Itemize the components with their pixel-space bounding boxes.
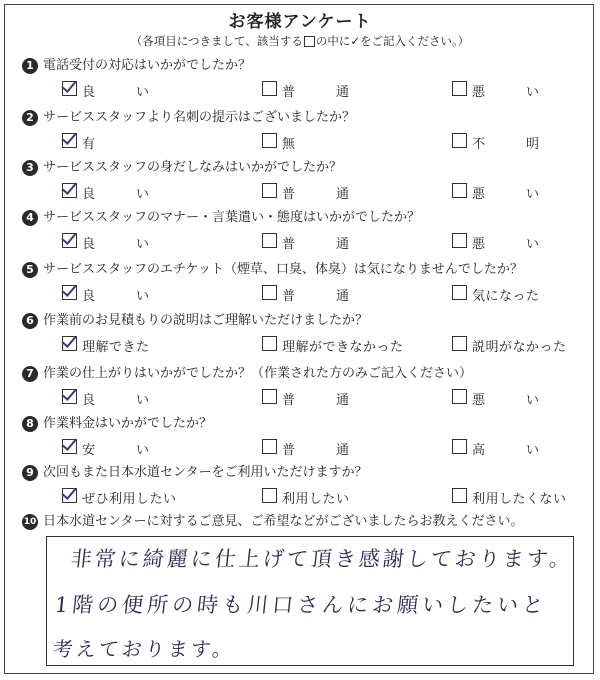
check-mark-icon: ✓ (350, 34, 360, 48)
option-label: 利用したい (282, 492, 350, 507)
option-label: 不 明 (472, 137, 540, 152)
option-label: 良 い (82, 393, 150, 408)
comment-textarea[interactable] (46, 536, 574, 666)
option-label: 気になった (472, 289, 540, 304)
option-label: 高 い (472, 443, 540, 458)
question-number-badge: 2 (22, 110, 38, 126)
option-label: 有 (82, 137, 96, 152)
instructions-before: （各項目につきまして、該当する (130, 34, 303, 48)
option-label: ぜひ利用したい (82, 492, 177, 507)
question-number-badge: 7 (22, 366, 38, 382)
checkbox[interactable] (452, 488, 467, 503)
instructions (0, 33, 600, 49)
question-number-badge: 5 (22, 262, 38, 278)
option-label: 普 通 (282, 237, 350, 252)
question-text: 作業前のお見積もりの説明はご理解いただけましたか？ (43, 313, 369, 328)
question-text: サービススタッフの身だしなみはいかがでしたか？ (43, 160, 343, 175)
checkbox[interactable] (452, 285, 467, 300)
question-number-badge: 4 (22, 210, 38, 226)
question-text: 作業料金はいかがでしたか？ (43, 416, 213, 431)
option-label: 良 い (82, 85, 150, 100)
question-3 (22, 160, 582, 212)
checked-checkbox[interactable] (62, 488, 77, 503)
checked-checkbox[interactable] (62, 233, 77, 248)
checkbox[interactable] (262, 488, 277, 503)
question-7 (22, 366, 582, 418)
option-label: 良 い (82, 187, 150, 202)
checkbox[interactable] (262, 133, 277, 148)
checkbox[interactable] (262, 233, 277, 248)
checkbox[interactable] (262, 183, 277, 198)
question-text: サービススタッフのエチケット（煙草、口臭、体臭）は気になりませんでしたか？ (43, 262, 523, 277)
checkbox[interactable] (452, 336, 467, 351)
checkbox[interactable] (452, 389, 467, 404)
checked-checkbox[interactable] (62, 285, 77, 300)
question-number-badge: 1 (22, 58, 38, 74)
question-text: 日本水道センターに対するご意見、ご希望などがございましたらお教えください。 (43, 514, 524, 529)
checkbox[interactable] (262, 439, 277, 454)
question-number-badge: 8 (22, 416, 38, 432)
checkbox[interactable] (452, 183, 467, 198)
option-label: 普 通 (282, 393, 350, 408)
checkbox[interactable] (262, 81, 277, 96)
question-text: サービススタッフより名刺の提示はございましたか？ (43, 110, 356, 125)
question-text: 作業の仕上がりはいかがでしたか？（作業された方のみご記入ください） (43, 366, 473, 381)
checkbox[interactable] (262, 336, 277, 351)
question-number-badge: 6 (22, 313, 38, 329)
option-label: 安 い (82, 443, 150, 458)
comment-line-3: 考えております。 (51, 637, 237, 661)
question-number-badge: 3 (22, 160, 38, 176)
question-8 (22, 416, 582, 468)
instructions-after: の中に (315, 34, 351, 48)
question-2 (22, 110, 582, 162)
question-text: 電話受付の対応はいかがでしたか？ (43, 58, 252, 73)
option-label: 悪 い (472, 187, 540, 202)
question-number-badge: 9 (22, 465, 38, 481)
checked-checkbox[interactable] (62, 439, 77, 454)
page-title: お客様アンケート (228, 12, 372, 32)
question-4 (22, 210, 582, 262)
checkbox[interactable] (452, 233, 467, 248)
checkbox[interactable] (452, 439, 467, 454)
checkbox[interactable] (262, 389, 277, 404)
option-label: 普 通 (282, 443, 350, 458)
comment-line-2: 1階の便所の時も川口さんにお願いしたいと (53, 593, 549, 617)
option-label: 悪 い (472, 237, 540, 252)
option-label: 悪 い (472, 393, 540, 408)
checked-checkbox[interactable] (62, 183, 77, 198)
checkbox[interactable] (262, 285, 277, 300)
option-label: 理解ができなかった (282, 340, 404, 355)
sample-checkbox-icon (304, 36, 315, 47)
option-label: 悪 い (472, 85, 540, 100)
question-5 (22, 262, 582, 314)
option-label: 利用したくない (472, 492, 567, 507)
option-label: 良 い (82, 237, 150, 252)
instructions-end: をご記入ください。） (359, 34, 470, 48)
question-1 (22, 58, 582, 110)
checked-checkbox[interactable] (62, 81, 77, 96)
option-label: 普 通 (282, 85, 350, 100)
checked-checkbox[interactable] (62, 389, 77, 404)
question-9 (22, 465, 582, 517)
option-label: 良 い (82, 289, 150, 304)
option-label: 普 通 (282, 187, 350, 202)
checkbox[interactable] (452, 133, 467, 148)
question-text: 次回もまた日本水道センターをご利用いただけますか？ (43, 465, 368, 480)
option-label: 普 通 (282, 289, 350, 304)
question-6 (22, 313, 582, 365)
checked-checkbox[interactable] (62, 133, 77, 148)
question-text: サービススタッフのマナー・言葉遣い・態度はいかがでしたか？ (43, 210, 421, 225)
checked-checkbox[interactable] (62, 336, 77, 351)
option-label: 説明がなかった (472, 340, 567, 355)
comment-line-1: 非常に綺麗に仕上げて頂き感謝しております。 (69, 547, 575, 571)
option-label: 理解できた (82, 340, 150, 355)
option-label: 無 (282, 137, 296, 152)
question-number-badge: 10 (22, 514, 38, 530)
checkbox[interactable] (452, 81, 467, 96)
